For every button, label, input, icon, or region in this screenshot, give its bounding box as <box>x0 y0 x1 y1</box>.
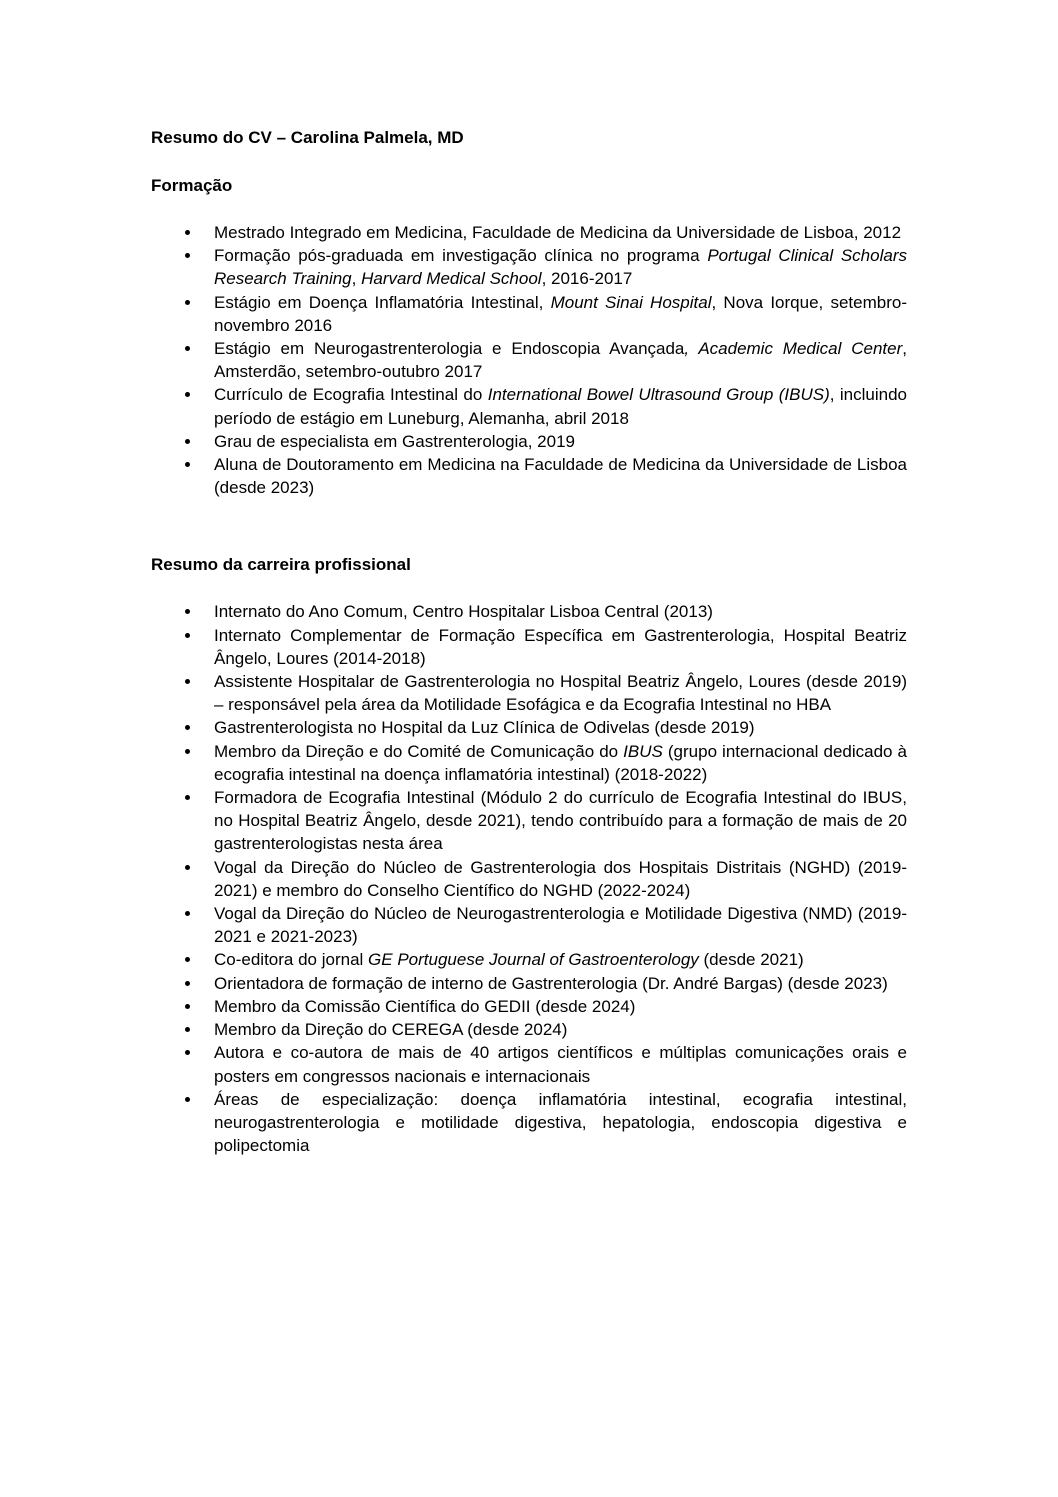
bullet-icon <box>185 346 190 351</box>
item-text: Autora e co-autora de mais de 40 artigos científicos e múltiplas comunicações orais e posters em congressos nacionais e internacionais <box>214 1043 907 1086</box>
bullet-icon <box>185 981 190 986</box>
bullet-icon <box>185 911 190 916</box>
item-text: , incluindo período de estágio em Luneburg, Alemanha, abril 2018 <box>214 385 907 428</box>
item-text: (desde 2021) <box>698 950 804 970</box>
list-item <box>151 856 907 902</box>
item-text: Co-editora do jornal <box>214 950 369 970</box>
document-content <box>151 126 907 1157</box>
italic-text: , Academic Medical Center <box>684 339 903 359</box>
list-item <box>151 453 907 499</box>
item-text: Internato do Ano Comum, Centro Hospitalar Lisboa Central (2013) <box>214 602 713 622</box>
bullet-icon <box>185 609 190 614</box>
list-item <box>151 430 907 453</box>
bullet-icon <box>185 749 190 754</box>
item-text: Estágio em Neurogastrenterologia e Endoscopia Avançada <box>214 339 685 359</box>
italic-text: Harvard Medical School <box>361 269 542 289</box>
list-item <box>151 624 907 670</box>
bullet-icon <box>185 230 190 235</box>
bullet-icon <box>185 865 190 870</box>
list-item <box>151 600 907 623</box>
item-text: Gastrenterologista no Hospital da Luz Clínica de Odivelas (desde 2019) <box>214 718 755 738</box>
item-text: Formação pós-graduada em investigação clínica no programa <box>214 246 708 266</box>
list-item <box>151 995 907 1018</box>
item-text: Orientadora de formação de interno de Gastrenterologia (Dr. André Bargas) (desde 2023) <box>214 973 888 993</box>
bullet-icon <box>185 957 190 962</box>
bullet-icon <box>185 253 190 258</box>
item-text: , 2016-2017 <box>541 269 633 289</box>
item-text: Estágio em Doença Inflamatória Intestinal, <box>214 292 551 312</box>
list-item <box>151 1041 907 1087</box>
bullet-icon <box>185 1027 190 1032</box>
document-title: Resumo do CV – Carolina Palmela, MD <box>151 128 464 147</box>
item-text: Mestrado Integrado em Medicina, Faculdade de Medicina da Universidade de Lisboa, 2012 <box>214 223 902 242</box>
bullet-icon <box>185 679 190 684</box>
list-item <box>151 716 907 739</box>
bullet-icon <box>185 1050 190 1055</box>
bullet-icon <box>185 633 190 638</box>
section-heading-formacao: Formação <box>151 176 233 195</box>
bullet-icon <box>185 795 190 800</box>
list-item <box>151 786 907 856</box>
item-text: Aluna de Doutoramento em Medicina na Faculdade de Medicina da Universidade de Lisboa (desde 2023) <box>214 455 907 498</box>
bullet-icon <box>185 1004 190 1009</box>
list-item <box>151 221 907 244</box>
list-item <box>151 291 907 337</box>
bullet-icon <box>185 1097 190 1102</box>
item-text: Vogal da Direção do Núcleo de Gastrenterologia dos Hospitais Distritais (NGHD) (2019-2021) e membro do Conselho Científico do NGHD (2022-2024) <box>214 857 907 900</box>
bullet-icon <box>185 725 190 730</box>
item-text: Membro da Direção do CEREGA (desde 2024) <box>214 1020 568 1040</box>
list-item <box>151 1088 907 1158</box>
list-item <box>151 1018 907 1041</box>
item-text: Currículo de Ecografia Intestinal do <box>214 385 488 405</box>
list-item <box>151 244 907 290</box>
carreira-list <box>151 600 907 1157</box>
item-text: , Nova Iorque, setembro-novembro 2016 <box>214 292 907 335</box>
item-text: , Amsterdão, setembro-outubro 2017 <box>214 339 907 382</box>
italic-text: Mount Sinai Hospital <box>550 292 712 312</box>
italic-text: Portugal Clinical Scholars Research Training <box>214 246 907 289</box>
list-item <box>151 670 907 716</box>
section-heading-carreira: Resumo da carreira profissional <box>151 555 411 575</box>
item-text: Vogal da Direção do Núcleo de Neurogastrenterologia e Motilidade Digestiva (NMD) (2019-2021 e 2021-2023) <box>214 904 907 947</box>
list-item <box>151 972 907 995</box>
item-text: Membro da Direção e do Comité de Comunicação do <box>214 741 624 761</box>
list-item <box>151 740 907 786</box>
formacao-list <box>151 221 907 499</box>
item-text: , <box>351 269 362 289</box>
list-item <box>151 902 907 948</box>
item-text: Grau de especialista em Gastrenterologia, 2019 <box>214 431 575 451</box>
bullet-icon <box>185 462 190 467</box>
bullet-icon <box>185 439 190 444</box>
bullet-icon <box>185 392 190 397</box>
list-item <box>151 337 907 383</box>
list-item <box>151 948 907 971</box>
bullet-icon <box>185 300 190 305</box>
item-text: Áreas de especialização: doença inflamatória intestinal, ecografia intestinal, neurogastrenterologia e motilidade digestiva, hepatologia, endoscopia digestiva e polipectomia <box>214 1089 907 1156</box>
item-text: Assistente Hospitalar de Gastrenterologia no Hospital Beatriz Ângelo, Loures (desde 2019) – responsável pela área da Motilidade Esofágica e da Ecografia Intestinal no HBA <box>214 672 907 715</box>
italic-text: International Bowel Ultrasound Group (IBUS) <box>487 385 830 405</box>
italic-text: IBUS <box>623 741 663 761</box>
item-text: Formadora de Ecografia Intestinal (Módulo 2 do currículo de Ecografia Intestinal do IBUS, no Hospital Beatriz Ângelo, desde 2021), tendo contribuído para a formação de mais de 20 gastrenterologistas nesta área <box>214 788 907 854</box>
item-text: Membro da Comissão Científica do GEDII (desde 2024) <box>214 996 636 1016</box>
item-text: (grupo internacional dedicado à ecografia intestinal na doença inflamatória intestinal) (2018-2022) <box>214 741 907 784</box>
list-item <box>151 383 907 429</box>
italic-text: GE Portuguese Journal of Gastroenterology <box>368 950 699 970</box>
item-text: Internato Complementar de Formação Específica em Gastrenterologia, Hospital Beatriz Ângelo, Loures (2014-2018) <box>214 625 907 668</box>
